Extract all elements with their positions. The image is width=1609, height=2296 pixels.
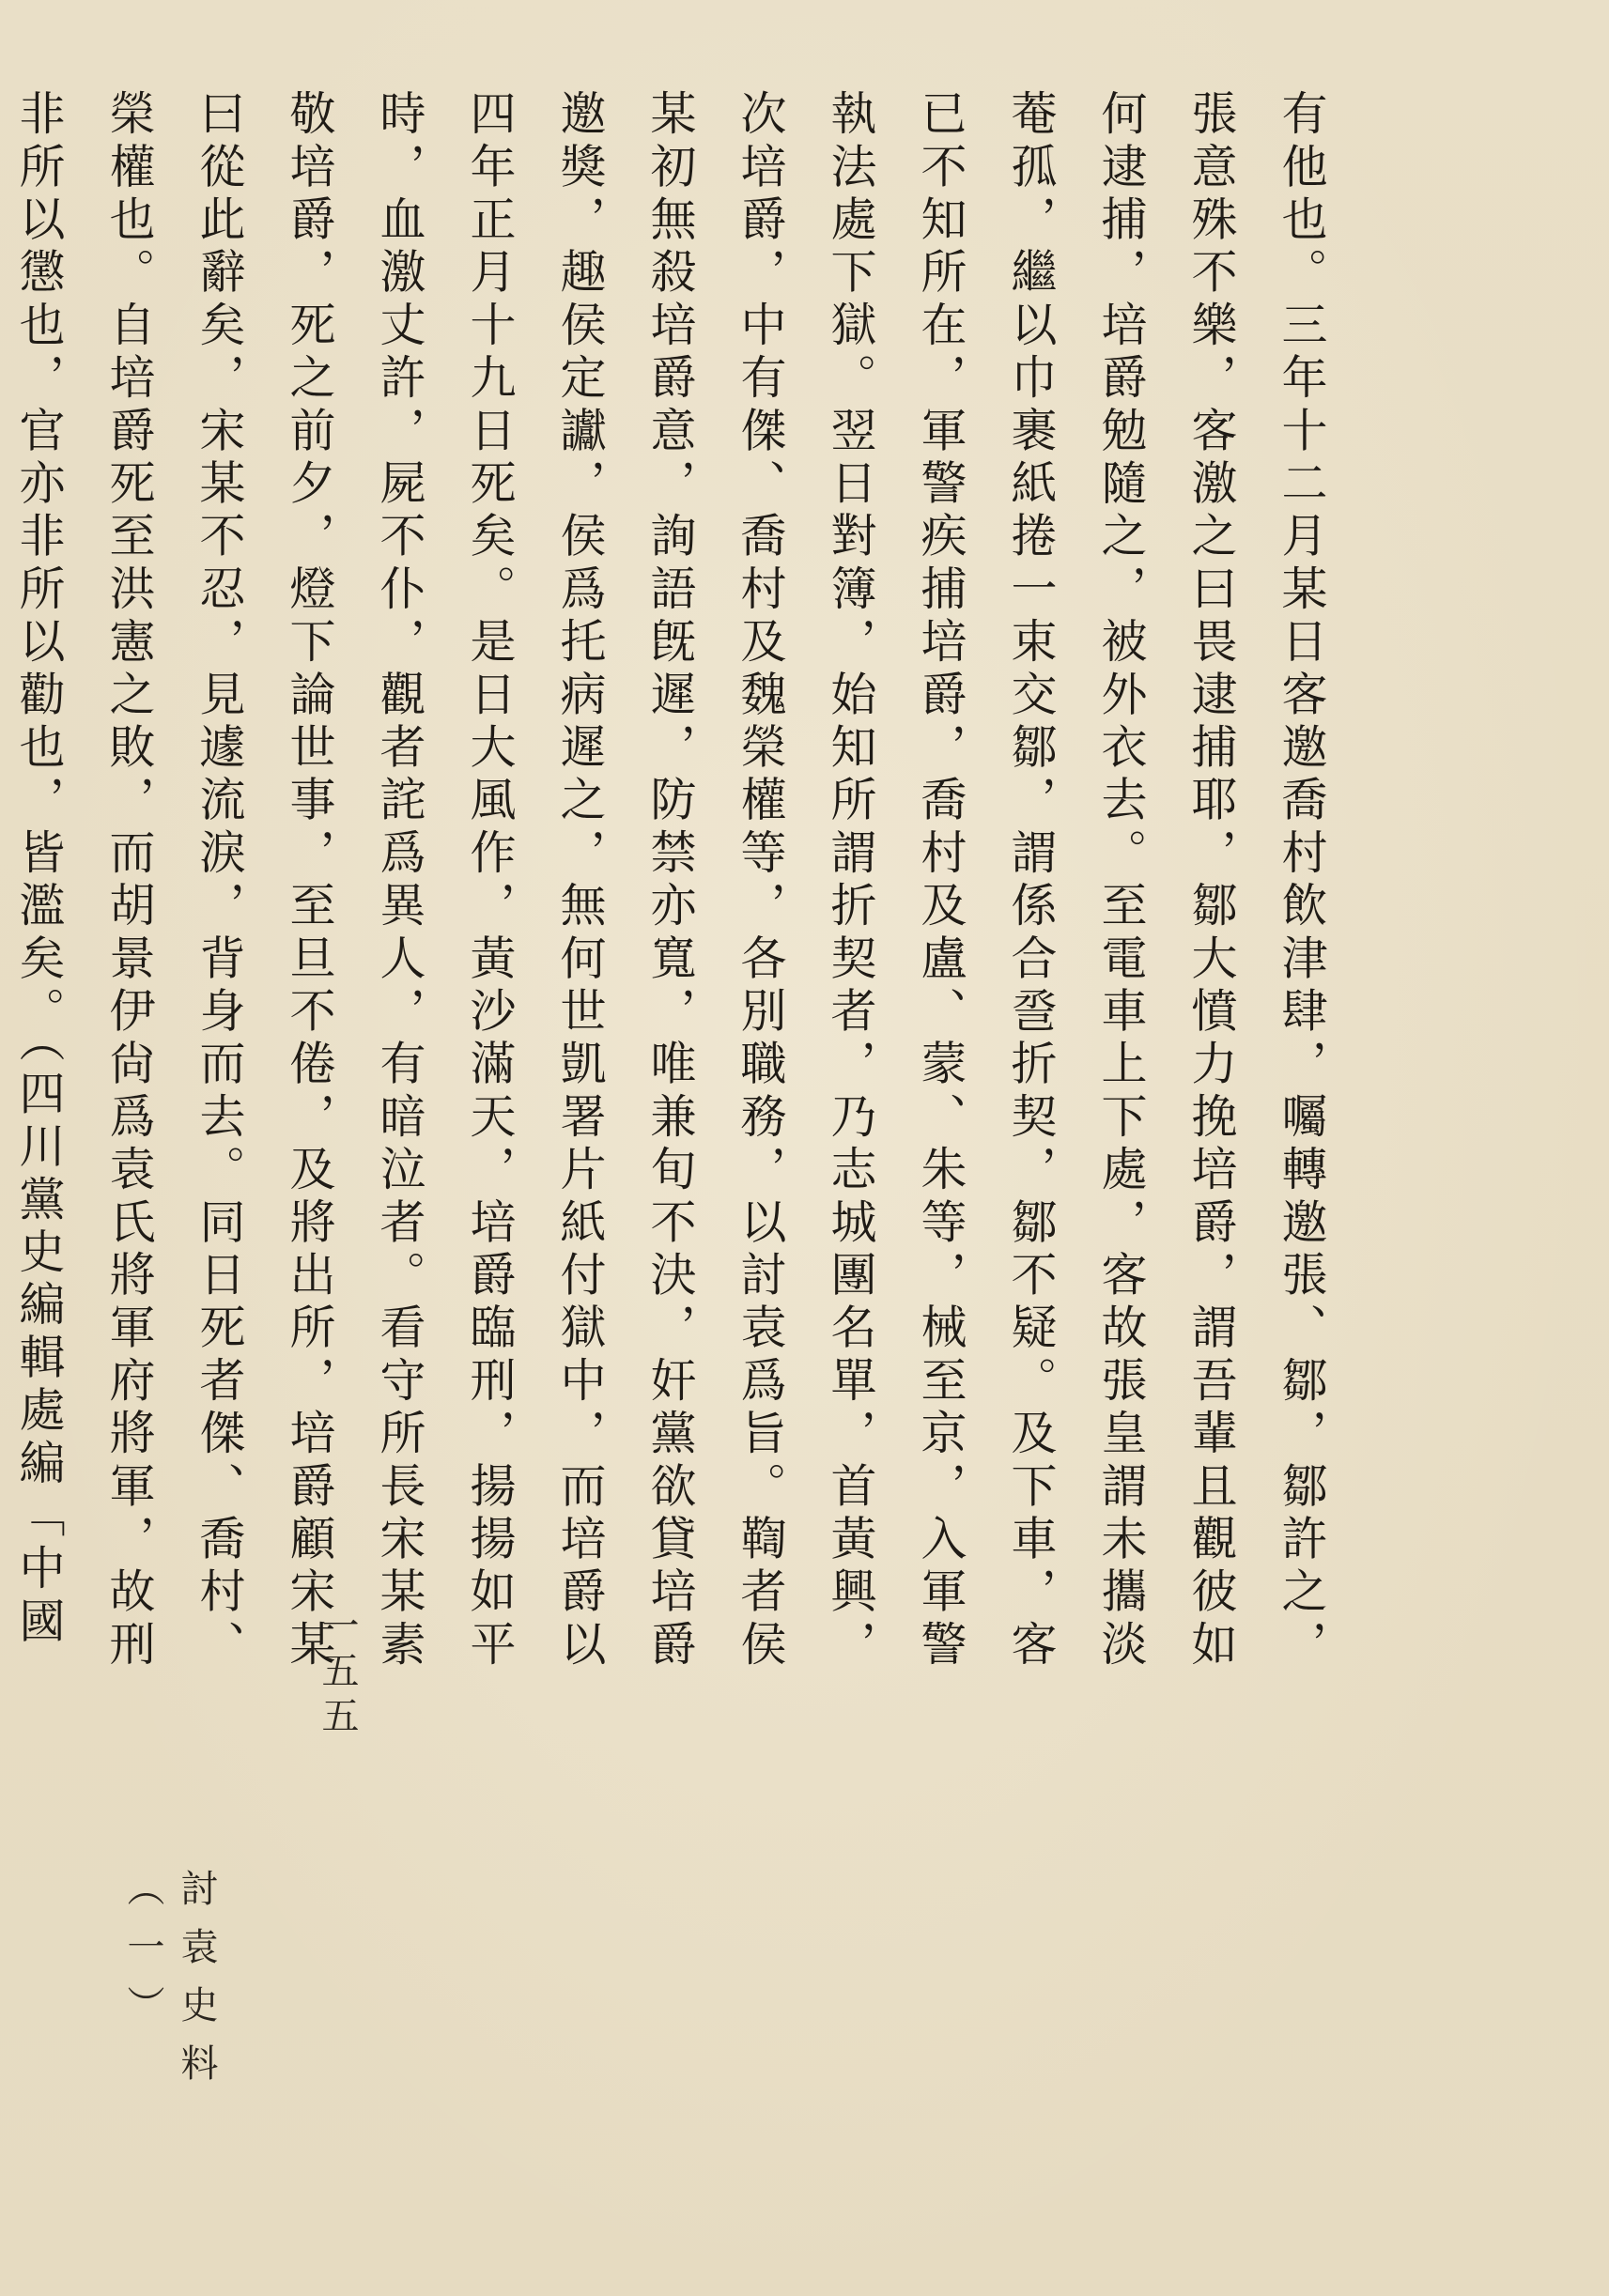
page-number: 一五五 <box>316 1606 359 1741</box>
body-paragraph: 有他也。三年十二月某日客邀喬村飲津肆，囑轉邀張、鄒，鄒許之，張意殊不樂，客激之曰畏逮捕耶，鄒大憤力挽培爵，謂吾輩且觀彼如何逮捕，培爵勉隨之，被外衣去。至電車上下處，客故張皇謂未攜淡菴孤，繼以巾裹紙捲一束交鄒，謂係合巹折契，鄒不疑。及下車，客已不知所在，軍警疾捕培爵，喬村及盧、蒙、朱等，械至京，入軍警執法處下獄。翌日對簿，始知所謂折契者，乃志城團名單，首黃興，次培爵，中有傑、喬村及魏榮權等，各別職務，以討袁爲旨。鞫者侯某初無殺培爵意，詢語旣遲，防禁亦寬，唯兼旬不決，奸黨欲貸培爵邀獎，趣侯定讞，侯爲托病遲之，無何世凱署片紙付獄中，而培爵以四年正月十九日死矣。是日大風作，黃沙滿天，培爵臨刑，揚揚如平時，血激丈許，屍不仆，觀者詫爲異人，有暗泣者。看守所長宋某素敬培爵，死之前夕，燈下論世事，至旦不倦，及將出所，培爵顧宋某曰從此辭矣，宋某不忍，見遽流淚，背身而去。同日死者傑、喬村、榮權也。自培爵死至洪憲之敗，而胡景伊尙爲袁氏將軍府將軍，故刑非所以懲也，官亦非所以勸也，皆濫矣。（四川黨史編輯處編「中國 <box>12 89 1328 1672</box>
book-title: 討袁史料（一） <box>121 1869 218 2102</box>
body-text <box>0 89 1346 1686</box>
